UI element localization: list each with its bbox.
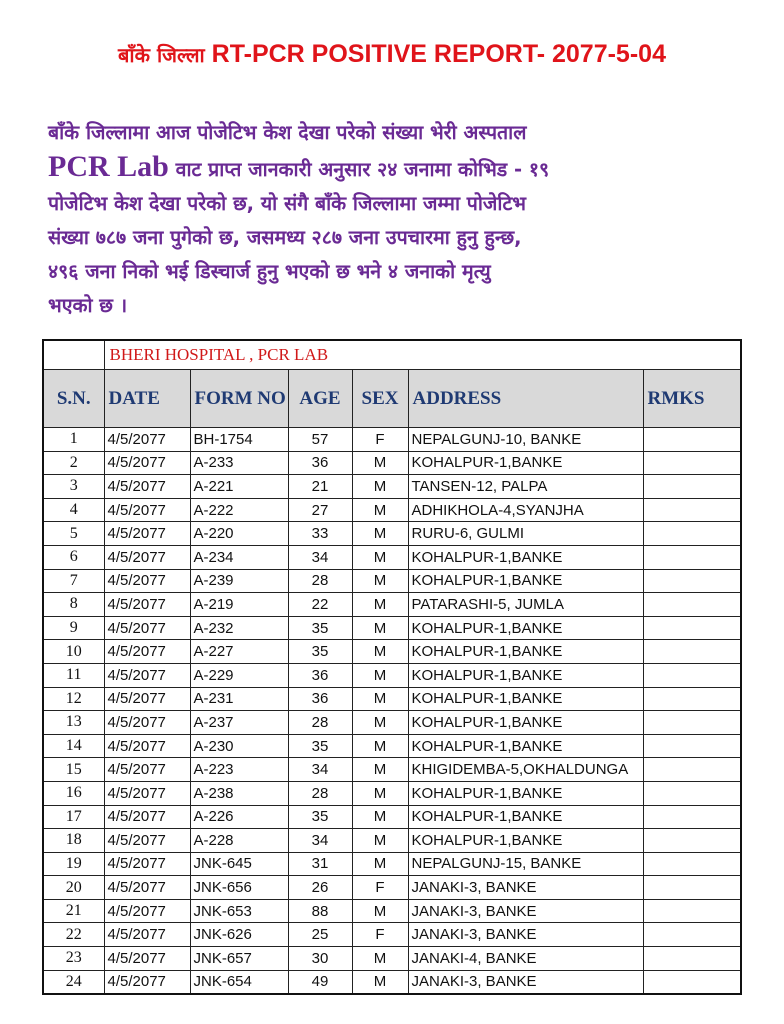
cell-remarks — [643, 711, 741, 735]
cell-sn: 3 — [43, 475, 104, 499]
cell-address: KOHALPUR-1,BANKE — [408, 451, 643, 475]
cell-form-no: A-232 — [190, 616, 288, 640]
cell-form-no: A-230 — [190, 734, 288, 758]
cell-form-no: A-229 — [190, 663, 288, 687]
table-row — [43, 593, 741, 617]
cell-date: 4/5/2077 — [104, 876, 190, 900]
cell-address: KOHALPUR-1,BANKE — [408, 616, 643, 640]
cell-sn: 10 — [43, 640, 104, 664]
cell-sex: M — [352, 545, 408, 569]
column-header-address: ADDRESS — [408, 370, 643, 428]
cell-sex: M — [352, 593, 408, 617]
cell-form-no: JNK-653 — [190, 899, 288, 923]
cell-address: JANAKI-3, BANKE — [408, 923, 643, 947]
cell-address: KOHALPUR-1,BANKE — [408, 545, 643, 569]
column-header-form-no: FORM NO — [190, 370, 288, 428]
cell-date: 4/5/2077 — [104, 781, 190, 805]
summary-line-3: पोजेटिभ केश देखा परेको छ, यो संगै बाँके जिल्लामा जम्मा पोजेटिभ — [48, 192, 526, 215]
summary-line-1: बाँके जिल्लामा आज पोजेटिभ केश देखा परेको संख्या भेरी अस्पताल — [48, 121, 527, 144]
cell-address: KOHALPUR-1,BANKE — [408, 734, 643, 758]
lab-name: BHERI HOSPITAL , PCR LAB — [104, 340, 741, 370]
pcr-lab-label: PCR Lab — [48, 150, 169, 183]
cell-form-no: A-227 — [190, 640, 288, 664]
cell-age: 25 — [288, 923, 352, 947]
cell-remarks — [643, 758, 741, 782]
cell-remarks — [643, 428, 741, 452]
cell-address: JANAKI-3, BANKE — [408, 970, 643, 994]
cell-date: 4/5/2077 — [104, 687, 190, 711]
cell-date: 4/5/2077 — [104, 475, 190, 499]
cell-sex: F — [352, 876, 408, 900]
table-row — [43, 711, 741, 735]
cell-sn: 5 — [43, 522, 104, 546]
cell-remarks — [643, 899, 741, 923]
cell-address: NEPALGUNJ-15, BANKE — [408, 852, 643, 876]
cell-age: 33 — [288, 522, 352, 546]
cell-age: 88 — [288, 899, 352, 923]
cell-address: KOHALPUR-1,BANKE — [408, 805, 643, 829]
cell-date: 4/5/2077 — [104, 970, 190, 994]
column-header-date: DATE — [104, 370, 190, 428]
cell-form-no: JNK-626 — [190, 923, 288, 947]
column-header-remarks: RMKS — [643, 370, 741, 428]
table-row — [43, 758, 741, 782]
cell-address: KOHALPUR-1,BANKE — [408, 687, 643, 711]
cell-sn: 1 — [43, 428, 104, 452]
cell-date: 4/5/2077 — [104, 640, 190, 664]
cell-remarks — [643, 829, 741, 853]
cell-form-no: A-223 — [190, 758, 288, 782]
table-row — [43, 734, 741, 758]
cell-remarks — [643, 616, 741, 640]
cell-age: 30 — [288, 947, 352, 971]
cell-sex: M — [352, 663, 408, 687]
cell-date: 4/5/2077 — [104, 593, 190, 617]
cell-sex: M — [352, 640, 408, 664]
cell-sn: 24 — [43, 970, 104, 994]
cell-date: 4/5/2077 — [104, 758, 190, 782]
cell-sex: M — [352, 687, 408, 711]
cell-sex: M — [352, 899, 408, 923]
cell-sn: 23 — [43, 947, 104, 971]
cell-form-no: JNK-657 — [190, 947, 288, 971]
cell-age: 34 — [288, 545, 352, 569]
cell-remarks — [643, 947, 741, 971]
cell-address: KOHALPUR-1,BANKE — [408, 711, 643, 735]
cell-sn: 8 — [43, 593, 104, 617]
cell-sex: M — [352, 569, 408, 593]
cell-remarks — [643, 593, 741, 617]
cell-date: 4/5/2077 — [104, 805, 190, 829]
cell-form-no: A-234 — [190, 545, 288, 569]
table-row — [43, 781, 741, 805]
cell-sn: 6 — [43, 545, 104, 569]
cell-date: 4/5/2077 — [104, 663, 190, 687]
table-row — [43, 522, 741, 546]
cell-sn: 15 — [43, 758, 104, 782]
title-district: बाँके जिल्ला — [118, 43, 205, 67]
table-row — [43, 428, 741, 452]
cell-age: 34 — [288, 829, 352, 853]
table-row — [43, 876, 741, 900]
cell-form-no: A-237 — [190, 711, 288, 735]
cell-age: 49 — [288, 970, 352, 994]
cell-sn: 19 — [43, 852, 104, 876]
table-row — [43, 451, 741, 475]
table-row — [43, 805, 741, 829]
cell-sn: 16 — [43, 781, 104, 805]
cell-age: 27 — [288, 498, 352, 522]
cell-remarks — [643, 852, 741, 876]
cell-remarks — [643, 451, 741, 475]
cell-address: KOHALPUR-1,BANKE — [408, 781, 643, 805]
cell-address: RURU-6, GULMI — [408, 522, 643, 546]
cell-sex: M — [352, 758, 408, 782]
cell-form-no: A-222 — [190, 498, 288, 522]
cell-date: 4/5/2077 — [104, 522, 190, 546]
column-header-sn: S.N. — [43, 370, 104, 428]
cell-age: 22 — [288, 593, 352, 617]
cell-age: 35 — [288, 734, 352, 758]
cell-remarks — [643, 734, 741, 758]
lab-name-spacer — [43, 340, 104, 370]
cell-sex: M — [352, 970, 408, 994]
cell-form-no: JNK-656 — [190, 876, 288, 900]
cell-sn: 2 — [43, 451, 104, 475]
cell-form-no: JNK-654 — [190, 970, 288, 994]
cell-age: 36 — [288, 663, 352, 687]
column-header-sex: SEX — [352, 370, 408, 428]
cell-sex: M — [352, 829, 408, 853]
cell-age: 26 — [288, 876, 352, 900]
cell-sn: 18 — [43, 829, 104, 853]
cell-remarks — [643, 475, 741, 499]
cell-form-no: A-221 — [190, 475, 288, 499]
table-row — [43, 829, 741, 853]
cell-date: 4/5/2077 — [104, 852, 190, 876]
cell-sn: 20 — [43, 876, 104, 900]
table-header-row — [43, 370, 741, 428]
cell-address: TANSEN-12, PALPA — [408, 475, 643, 499]
summary-line-5: ४९६ जना निको भई डिस्चार्ज हुनु भएको छ भने ४ जनाको मृत्यु — [48, 260, 491, 283]
cell-address: JANAKI-3, BANKE — [408, 876, 643, 900]
cell-date: 4/5/2077 — [104, 545, 190, 569]
table-row — [43, 498, 741, 522]
cell-address: NEPALGUNJ-10, BANKE — [408, 428, 643, 452]
cell-date: 4/5/2077 — [104, 899, 190, 923]
cell-date: 4/5/2077 — [104, 428, 190, 452]
cell-sex: M — [352, 947, 408, 971]
cell-form-no: A-219 — [190, 593, 288, 617]
table-row — [43, 475, 741, 499]
table-row — [43, 616, 741, 640]
cell-sex: M — [352, 522, 408, 546]
cell-date: 4/5/2077 — [104, 923, 190, 947]
cell-remarks — [643, 687, 741, 711]
cell-remarks — [643, 522, 741, 546]
cell-sn: 4 — [43, 498, 104, 522]
cell-sn: 22 — [43, 923, 104, 947]
cell-sex: M — [352, 498, 408, 522]
cell-age: 28 — [288, 781, 352, 805]
cell-date: 4/5/2077 — [104, 829, 190, 853]
table-row — [43, 640, 741, 664]
cell-sex: F — [352, 428, 408, 452]
cell-age: 35 — [288, 805, 352, 829]
cell-remarks — [643, 781, 741, 805]
cell-age: 21 — [288, 475, 352, 499]
cell-remarks — [643, 970, 741, 994]
cell-age: 36 — [288, 687, 352, 711]
table-row — [43, 923, 741, 947]
cell-sn: 14 — [43, 734, 104, 758]
summary-line-2-rest: वाट प्राप्त जानकारी अनुसार २४ जनामा कोभिड - १९ — [168, 158, 550, 181]
table-row — [43, 663, 741, 687]
cell-address: KOHALPUR-1,BANKE — [408, 640, 643, 664]
cell-date: 4/5/2077 — [104, 498, 190, 522]
table-row — [43, 899, 741, 923]
cell-form-no: A-226 — [190, 805, 288, 829]
cell-remarks — [643, 569, 741, 593]
cell-form-no: A-239 — [190, 569, 288, 593]
cell-sn: 12 — [43, 687, 104, 711]
cell-sn: 9 — [43, 616, 104, 640]
cell-form-no: A-233 — [190, 451, 288, 475]
cell-address: KOHALPUR-1,BANKE — [408, 663, 643, 687]
cell-remarks — [643, 640, 741, 664]
cell-date: 4/5/2077 — [104, 451, 190, 475]
title-report: RT-PCR POSITIVE REPORT- 2077-5-04 — [211, 40, 666, 68]
summary-paragraph — [48, 116, 748, 323]
cell-age: 28 — [288, 569, 352, 593]
cell-sex: M — [352, 451, 408, 475]
table-row — [43, 569, 741, 593]
cell-date: 4/5/2077 — [104, 569, 190, 593]
cell-form-no: A-228 — [190, 829, 288, 853]
cell-form-no: BH-1754 — [190, 428, 288, 452]
table-row — [43, 970, 741, 994]
cell-age: 28 — [288, 711, 352, 735]
cell-age: 31 — [288, 852, 352, 876]
cell-remarks — [643, 498, 741, 522]
summary-line-2 — [48, 150, 748, 187]
cell-date: 4/5/2077 — [104, 947, 190, 971]
report-title — [0, 40, 784, 69]
cell-sex: M — [352, 805, 408, 829]
cell-sex: F — [352, 923, 408, 947]
cell-age: 34 — [288, 758, 352, 782]
cell-address: JANAKI-4, BANKE — [408, 947, 643, 971]
cell-address: JANAKI-3, BANKE — [408, 899, 643, 923]
cell-address: PATARASHI-5, JUMLA — [408, 593, 643, 617]
cell-age: 35 — [288, 616, 352, 640]
cell-age: 35 — [288, 640, 352, 664]
cell-remarks — [643, 663, 741, 687]
cell-remarks — [643, 805, 741, 829]
cell-sn: 7 — [43, 569, 104, 593]
cell-sn: 11 — [43, 663, 104, 687]
cell-form-no: A-220 — [190, 522, 288, 546]
cell-sex: M — [352, 852, 408, 876]
lab-name-row — [43, 340, 741, 370]
cell-sex: M — [352, 781, 408, 805]
summary-line-6: भएको छ । — [48, 294, 128, 317]
cell-sex: M — [352, 616, 408, 640]
cell-remarks — [643, 876, 741, 900]
cell-sn: 13 — [43, 711, 104, 735]
cell-date: 4/5/2077 — [104, 711, 190, 735]
cell-form-no: A-238 — [190, 781, 288, 805]
cell-remarks — [643, 545, 741, 569]
cell-sex: M — [352, 734, 408, 758]
summary-line-4: संख्या ७८७ जना पुगेको छ, जसमध्य २८७ जना उपचारमा हुनु हुन्छ, — [48, 226, 522, 249]
cell-sex: M — [352, 711, 408, 735]
table-row — [43, 545, 741, 569]
positive-cases-table — [42, 339, 742, 995]
table-row — [43, 947, 741, 971]
cell-address: KHIGIDEMBA-5,OKHALDUNGA — [408, 758, 643, 782]
table-row — [43, 687, 741, 711]
cell-remarks — [643, 923, 741, 947]
cell-age: 57 — [288, 428, 352, 452]
cell-address: KOHALPUR-1,BANKE — [408, 569, 643, 593]
cell-address: KOHALPUR-1,BANKE — [408, 829, 643, 853]
cell-form-no: A-231 — [190, 687, 288, 711]
cell-sn: 17 — [43, 805, 104, 829]
cell-date: 4/5/2077 — [104, 734, 190, 758]
cell-age: 36 — [288, 451, 352, 475]
table-row — [43, 852, 741, 876]
column-header-age: AGE — [288, 370, 352, 428]
cell-sex: M — [352, 475, 408, 499]
cell-form-no: JNK-645 — [190, 852, 288, 876]
cell-date: 4/5/2077 — [104, 616, 190, 640]
cell-address: ADHIKHOLA-4,SYANJHA — [408, 498, 643, 522]
cell-sn: 21 — [43, 899, 104, 923]
